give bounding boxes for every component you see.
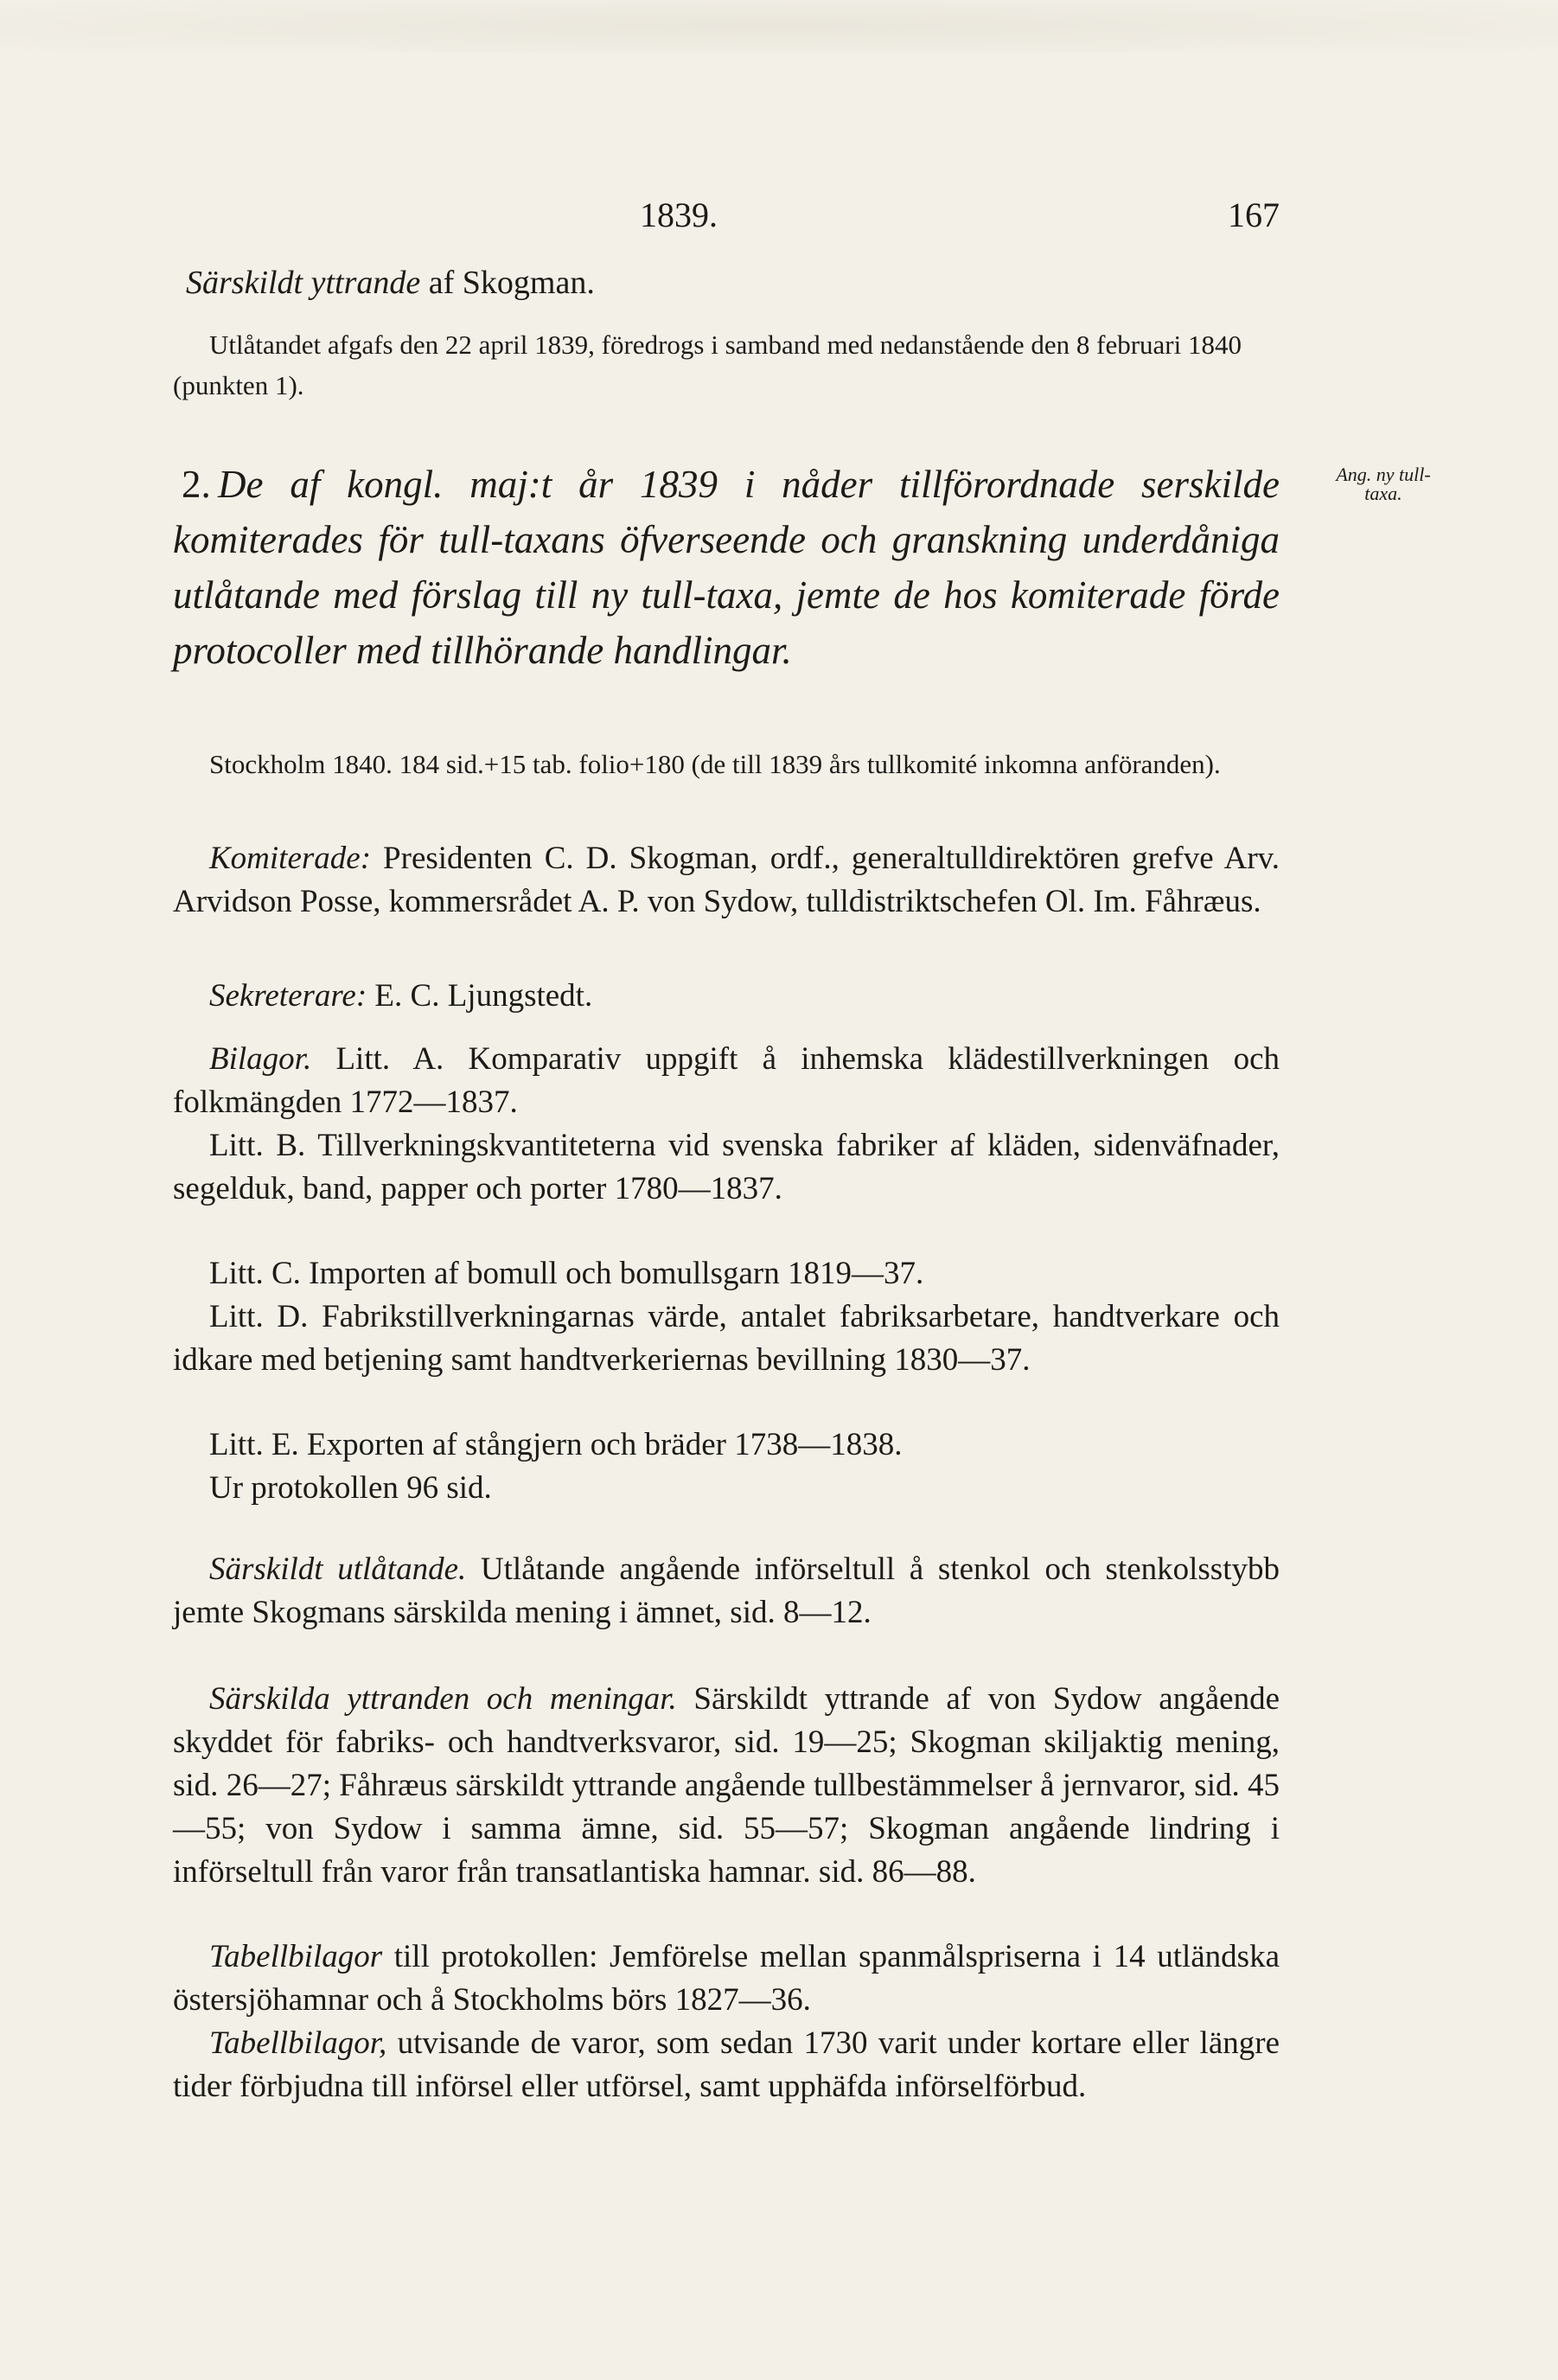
attachment-e: Litt. E. Exporten af stångjern och bräder 1738—1838. (209, 1427, 903, 1462)
table-attachments-1-label: Tabellbilagor (209, 1939, 383, 1974)
intro-note: Utlåtandet afgafs den 22 april 1839, föredrogs i samband med nedanstående den 8 februari 1840 (punkten 1). (173, 329, 1242, 400)
table-attachments-2-label: Tabellbilagor, (209, 2025, 387, 2061)
margin-note: Ang. ny tull-taxa. (1336, 464, 1431, 504)
special-statement (173, 1548, 1280, 1635)
attachment-d: Litt. D. Fabrikstillverkningarnas värde, antalet fabriksarbetare, handtverkare och idkare med betjening samt handtverkeriernas bevillning 1830—37. (173, 1299, 1280, 1378)
protocol-pages: Ur protokollen 96 sid. (209, 1470, 492, 1506)
table-attachments-1-text: till protokollen: Jemförelse mellan spanmålspriserna i 14 utländska östersjöhamnar och å Stockholms börs 1827—36. (173, 1939, 1280, 2018)
section-heading-rest: af Skogman. (420, 265, 595, 301)
item-number: 2. (182, 463, 211, 506)
committee-text: Presidenten C. D. Skogman, ordf., generaltulldirektören grefve Arv. Arvidson Posse, kommersrådet A. P. von Sydow, tulldistriktschefen Ol. Im. Fåhræus. (173, 841, 1280, 919)
attachments-label: Bilagor. (209, 1041, 312, 1077)
page-number: 167 (1228, 195, 1280, 234)
scan-edge (0, 0, 1558, 52)
table-attachments-2-text: utvisande de varor, som sedan 1730 varit under kortare eller längre tider förbjudna till införsel eller utförsel, samt upphäfda införselförbud. (173, 2025, 1280, 2104)
committee-label: Komiterade: (209, 841, 372, 876)
attachment-a-text: Litt. A. Komparativ uppgift å inhemska klädestillverkningen och folkmängden 1772—1837. (173, 1041, 1280, 1120)
special-opinions-label: Särskilda yttranden och meningar. (209, 1681, 677, 1717)
special-statement-text: Utlåtande angående införseltull å stenkol och stenkolsstybb jemte Skogmans särskilda mening i ämnet, sid. 8—12. (173, 1551, 1280, 1630)
secretary-text: E. C. Ljungstedt. (367, 978, 593, 1014)
attachment-b: Litt. B. Tillverkningskvantiteterna vid svenska fabriker af kläden, sidenväfnader, segelduk, band, papper och porter 1780—1837. (173, 1128, 1280, 1206)
special-opinions (173, 1678, 1280, 1894)
attachment-a (173, 1038, 1280, 1124)
table-attachments-2 (173, 2022, 1280, 2108)
attachment-c: Litt. C. Importen af bomull och bomullsgarn 1819—37. (209, 1256, 924, 1291)
special-opinions-text: Särskildt yttrande af von Sydow angående skyddet för fabriks- och handtverksvaror, sid. 19—25; Skogman skiljaktig mening, sid. 26—27; Fåhræus särskildt yttrande angående tullbestämmelser å jernvaror, sid. 45—55; von Sydow i samma ämne, sid. 55—57; Skogman angående lindring i införseltull från varor från transatlantiska hamnar. sid. 86—88. (173, 1681, 1280, 1890)
table-attachments-1 (173, 1935, 1280, 2022)
secretary-label: Sekreterare: (209, 978, 367, 1014)
special-statement-label: Särskildt utlåtande. (209, 1551, 467, 1587)
committee-paragraph (173, 837, 1280, 924)
secretary-paragraph (173, 975, 1280, 1018)
item-title: De af kongl. maj:t år 1839 i nåder tillförordnade serskilde komiterades för tull-taxans öfverseende och granskning underdåniga utlåtande med förslag till ny tull-taxa, jemte de hos komiterade förde protocoller med tillhörande handlingar. (173, 463, 1280, 672)
publication-info: Stockholm 1840. 184 sid.+15 tab. folio+180 (de till 1839 års tullkomité inkomna anföranden). (209, 749, 1221, 779)
section-heading-italic: Särskildt yttrande (186, 265, 421, 301)
header-year: 1839. (640, 195, 718, 234)
section-heading (186, 264, 595, 302)
